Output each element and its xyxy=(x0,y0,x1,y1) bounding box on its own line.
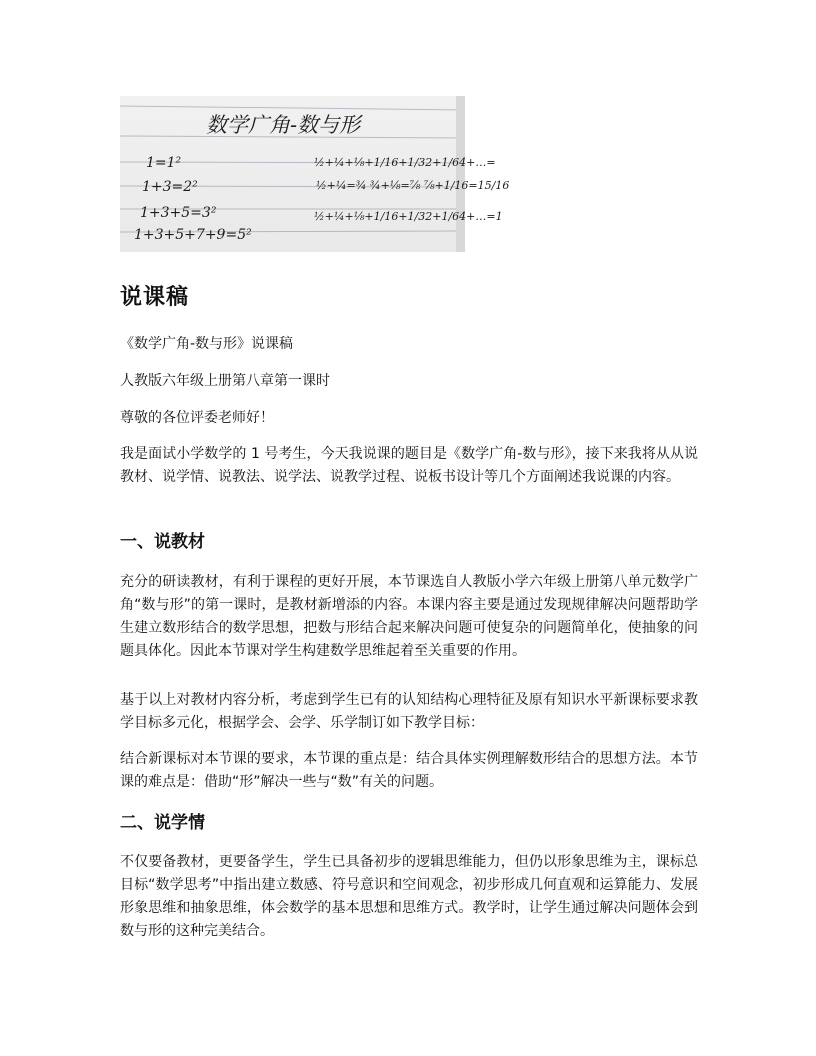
right-eq-1: ½+¼+⅛+1/16+1/32+1/64+…= xyxy=(314,156,496,169)
right-eq-3: ½+¼+⅛+1/16+1/32+1/64+…=1 xyxy=(314,210,503,223)
section-2-heading: 二、说学情 xyxy=(120,813,205,833)
notes-title: 数学广角-数与形 xyxy=(206,113,361,137)
course-info-line: 人教版六年级上册第八章第一课时 xyxy=(120,373,330,389)
left-eq-3: 1+3+5=3² xyxy=(140,205,217,221)
section-1-paragraph-1: 充分的研读教材，有利于课程的更好开展，本节课选自人教版小学六年级上册第八单元数学广角“数与形”的第一课时，是教材新增添的内容。本课内容主要是通过发现规律解决问题帮助学生建立数形结合的数学思想，把数与形结合起来解决问题可使复杂的问题简单化，使抽象的问题具体化。因此本节课对学生构建数学思维起着至关重要的作用。 xyxy=(120,574,698,659)
left-eq-2: 1+3=2² xyxy=(142,179,198,195)
doc-title-line: 《数学广角-数与形》说课稿 xyxy=(120,336,294,352)
section-1-paragraph-3: 结合新课标对本节课的要求，本节课的重点是：结合具体实例理解数形结合的思想方法。本节课的难点是：借助“形”解决一些与“数”有关的问题。 xyxy=(120,751,698,790)
handwritten-notes-photo xyxy=(120,96,510,252)
section-1-paragraph-2: 基于以上对教材内容分析，考虑到学生已有的认知结构心理特征及原有知识水平新课标要求教学目标多元化，根据学会、会学、乐学制订如下教学目标： xyxy=(120,692,698,731)
page-heading: 说课稿 xyxy=(120,285,190,310)
section-2-paragraph-1: 不仅要备教材，更要备学生，学生已具备初步的逻辑思维能力，但仍以形象思维为主，课标总目标“数学思考”中指出建立数感、符号意识和空间观念，初步形成几何直观和运算能力、发展形象思维和抽象思维，体会数学的基本思想和思维方式。教学时，让学生通过解决问题体会到数与形的这种完美结合。 xyxy=(120,854,698,939)
section-1-heading: 一、说教材 xyxy=(120,532,205,552)
left-eq-4: 1+3+5+7+9=5² xyxy=(134,227,252,243)
intro-paragraph: 我是面试小学数学的 1 号考生，今天我说课的题目是《数学广角-数与形》，接下来我将从从说教材、说学情、说教法、说学法、说教学过程、说板书设计等几个方面阐述我说课的内容。 xyxy=(120,446,698,485)
left-eq-1: 1=1² xyxy=(146,155,182,171)
greeting-line: 尊敬的各位评委老师好！ xyxy=(120,410,274,426)
right-eq-2: ½+¼=¾ ¾+⅛=⅞ ⅞+1/16=15/16 xyxy=(316,179,510,192)
